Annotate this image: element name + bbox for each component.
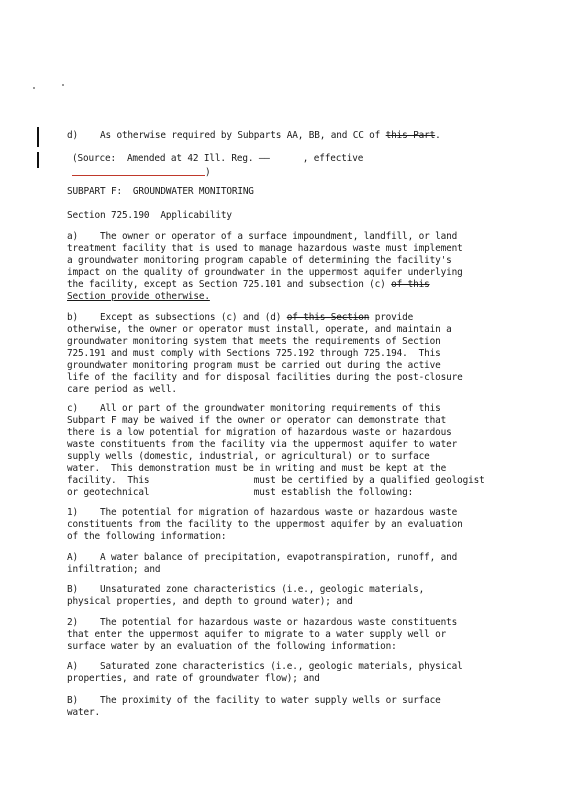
para-c-line: Subpart F may be waived if the owner or operator can demonstrate that xyxy=(67,415,447,426)
para-a-line: a groundwater monitoring program capable of determining the facility's xyxy=(67,255,452,266)
source-note-text: (Source: Amended at 42 Ill. Reg. xyxy=(72,153,259,164)
para-b-line: life of the facility and for disposal facilities during the post-closure xyxy=(67,372,463,383)
para-a-line: treatment facility that is used to manage hazardous waste must implement xyxy=(67,243,463,254)
item-1-line: 1) The potential for migration of hazardous waste or hazardous waste xyxy=(67,507,458,518)
item-2-line: 2) The potential for hazardous waste or hazardous waste constituents xyxy=(67,617,458,628)
para-a-line: impact on the quality of groundwater in the uppermost aquifer underlying xyxy=(67,267,463,278)
struck-text: this Part xyxy=(385,130,436,141)
para-b-line xyxy=(67,312,413,324)
item-2-A-line: properties, and rate of groundwater flow); and xyxy=(67,673,320,684)
item-1-line: constituents from the facility to the uppermost aquifer by an evaluation xyxy=(67,519,463,530)
item-1-B-line: physical properties, and depth to ground water); and xyxy=(67,596,353,607)
change-bar xyxy=(37,152,39,168)
section-heading: Section 725.190 Applicability xyxy=(67,210,232,221)
para-a-text: the facility, except as Section 725.101 and subsection (c) xyxy=(67,279,392,290)
struck-text: of this xyxy=(391,279,430,290)
para-b-line: otherwise, the owner or operator must install, operate, and maintain a xyxy=(67,324,452,335)
source-note-effective: , effective xyxy=(269,153,364,164)
para-c-line: or geotechnical must establish the following: xyxy=(67,487,414,498)
change-bar xyxy=(37,127,39,147)
para-c-line: facility. This must be certified by a qualified geologist xyxy=(67,475,485,486)
para-b-line: 725.191 and must comply with Sections 725.192 through 725.194. This xyxy=(67,348,441,359)
item-1-A-line: infiltration; and xyxy=(67,564,161,575)
scan-speck xyxy=(33,87,35,89)
para-d-text: d) As otherwise required by Subparts AA, BB, and CC of xyxy=(67,130,386,141)
para-c-line: waste constituents from the facility via the uppermost aquifer to water xyxy=(67,439,458,450)
item-2-B-line: water. xyxy=(67,707,100,718)
item-2-line: surface water by an evaluation of the following information: xyxy=(67,641,397,652)
struck-text: of this Section xyxy=(286,312,370,323)
para-c-line: supply wells (domestic, industrial, or agricultural) or to surface xyxy=(67,451,430,462)
source-note-blank: —— xyxy=(258,153,270,164)
para-b-line: groundwater monitoring system that meets the requirements of Section xyxy=(67,336,441,347)
para-b-text: b) Except as subsections (c) and (d) xyxy=(67,312,287,323)
para-b-line: groundwater monitoring program must be carried out during the active xyxy=(67,360,441,371)
item-1-B-line: B) Unsaturated zone characteristics (i.e., geologic materials, xyxy=(67,584,425,595)
source-note-close: ) xyxy=(205,167,211,178)
para-c-line: water. This demonstration must be in writing and must be kept at the xyxy=(67,463,447,474)
para-b-text: provide xyxy=(369,312,414,323)
item-2-line: that enter the uppermost aquifer to migrate to a water supply well or xyxy=(67,629,447,640)
para-c-line: c) All or part of the groundwater monitoring requirements of this xyxy=(67,403,441,414)
para-d-end: . xyxy=(435,130,441,141)
para-a-line: Section provide otherwise. xyxy=(67,291,210,302)
paragraph-d xyxy=(67,130,441,142)
item-2-B-line: B) The proximity of the facility to water supply wells or surface xyxy=(67,695,441,706)
item-2-A-line: A) Saturated zone characteristics (i.e., geologic materials, physical xyxy=(67,661,463,672)
scan-speck xyxy=(62,84,64,86)
item-1-line: of the following information: xyxy=(67,531,227,542)
para-c-line: there is a low potential for migration of hazardous waste or hazardous xyxy=(67,427,452,438)
para-a-line xyxy=(67,279,430,291)
subpart-heading: SUBPART F: GROUNDWATER MONITORING xyxy=(67,186,254,197)
para-b-line: care period as well. xyxy=(67,384,177,395)
para-a-line: a) The owner or operator of a surface impoundment, landfill, or land xyxy=(67,231,458,242)
source-note xyxy=(72,153,363,165)
revision-rule xyxy=(72,175,205,176)
item-1-A-line: A) A water balance of precipitation, evapotranspiration, runoff, and xyxy=(67,552,458,563)
